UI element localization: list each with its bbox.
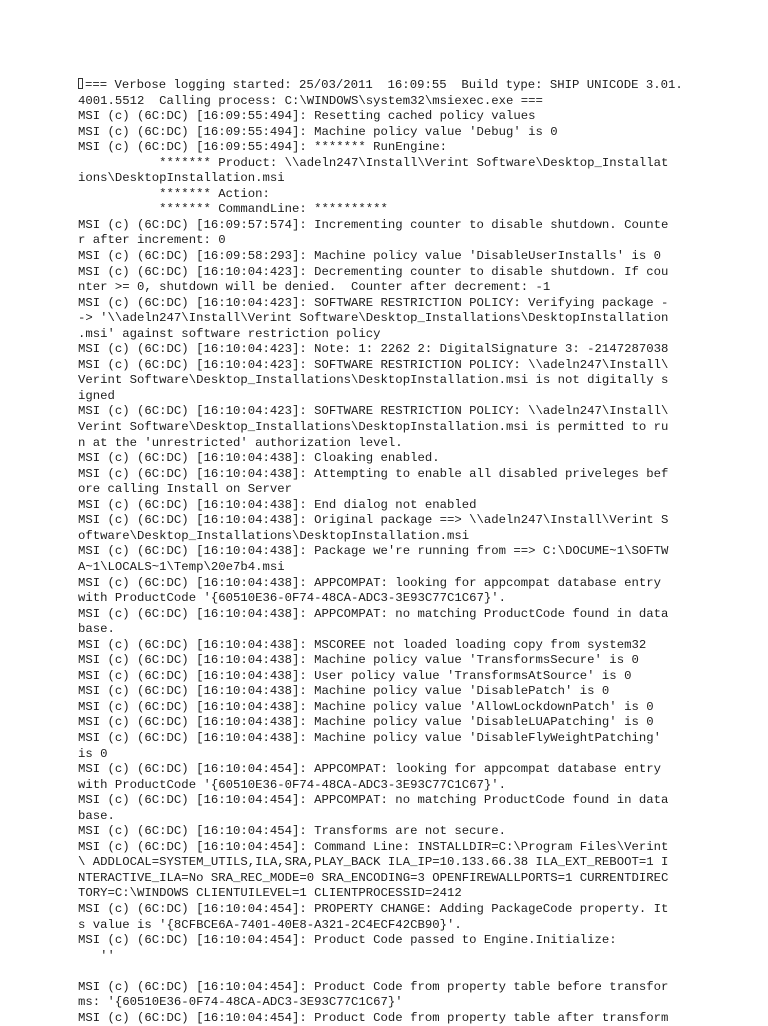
log-line: base. [78,808,115,823]
log-line: TORY=C:\WINDOWS CLIENTUILEVEL=1 CLIENTPROCESSID=2412 [78,886,462,901]
log-line: ions\DesktopInstallation.msi [78,171,285,186]
log-line: MSI (c) (6C:DC) [16:10:04:423]: SOFTWARE RESTRICTION POLICY: \\adeln247\Install\ [78,404,669,419]
unknown-char-icon [78,78,83,89]
log-line: MSI (c) (6C:DC) [16:10:04:454]: PROPERTY CHANGE: Adding PackageCode property. It [78,901,669,916]
log-line: '' [78,948,115,963]
log-line: igned [78,388,115,403]
log-line: MSI (c) (6C:DC) [16:10:04:454]: Product Code passed to Engine.Initialize: [78,933,617,948]
log-line: s value is '{8CFBCE6A-7401-40E8-A321-2C4ECF42CB90}'. [78,917,462,932]
log-line: Verint Software\Desktop_Installations\DesktopInstallation.msi is not digitally s [78,373,669,388]
log-line: base. [78,622,115,637]
log-line: nter >= 0, shutdown will be denied. Counter after decrement: -1 [78,280,551,295]
log-line: ms: '{60510E36-0F74-48CA-ADC3-3E93C77C1C67}' [78,995,403,1010]
log-line: MSI (c) (6C:DC) [16:09:55:494]: Resetting cached policy values [78,109,536,124]
log-line: MSI (c) (6C:DC) [16:10:04:438]: Machine policy value 'AllowLockdownPatch' is 0 [78,699,654,714]
log-line: MSI (c) (6C:DC) [16:10:04:438]: Package we're running from ==> C:\DOCUME~1\SOFTW [78,544,669,559]
log-line: ******* Product: \\adeln247\Install\Verint Software\Desktop_Installat [78,155,669,170]
log-line: MSI (c) (6C:DC) [16:10:04:423]: Note: 1: 2262 2: DigitalSignature 3: -2147287038 [78,342,669,357]
log-line: MSI (c) (6C:DC) [16:10:04:454]: Product Code from property table before transfor [78,979,669,994]
log-line: MSI (c) (6C:DC) [16:10:04:438]: Machine policy value 'TransformsSecure' is 0 [78,653,639,668]
log-line: MSI (c) (6C:DC) [16:10:04:438]: APPCOMPAT: looking for appcompat database entry [78,575,661,590]
log-line: MSI (c) (6C:DC) [16:10:04:423]: SOFTWARE RESTRICTION POLICY: Verifying package - [78,295,669,310]
log-line: MSI (c) (6C:DC) [16:10:04:423]: Decrementing counter to disable shutdown. If cou [78,264,669,279]
log-line: NTERACTIVE_ILA=No SRA_REC_MODE=0 SRA_ENCODING=3 OPENFIREWALLPORTS=1 CURRENTDIREC [78,870,669,885]
log-line: with ProductCode '{60510E36-0F74-48CA-ADC3-3E93C77C1C67}'. [78,591,507,606]
log-line: n at the 'unrestricted' authorization level. [78,435,403,450]
log-line: is 0 [78,746,108,761]
log-line: .msi' against software restriction policy [78,326,381,341]
log-line: \ ADDLOCAL=SYSTEM_UTILS,ILA,SRA,PLAY_BACK ILA_IP=10.133.66.38 ILA_EXT_REBOOT=1 I [78,855,669,870]
log-line: MSI (c) (6C:DC) [16:10:04:438]: Machine policy value 'DisableLUAPatching' is 0 [78,715,654,730]
log-line: MSI (c) (6C:DC) [16:10:04:438]: Cloaking enabled. [78,451,440,466]
log-line: MSI (c) (6C:DC) [16:09:55:494]: ******* RunEngine: [78,140,447,155]
log-line: MSI (c) (6C:DC) [16:10:04:454]: APPCOMPAT: no matching ProductCode found in data [78,793,669,808]
log-line: MSI (c) (6C:DC) [16:10:04:438]: Machine policy value 'DisableFlyWeightPatching' [78,730,661,745]
log-line: ore calling Install on Server [78,482,293,497]
log-line: MSI (c) (6C:DC) [16:10:04:438]: MSCOREE not loaded loading copy from system32 [78,637,647,652]
log-line: MSI (c) (6C:DC) [16:10:04:454]: APPCOMPAT: looking for appcompat database entry [78,762,661,777]
log-line: MSI (c) (6C:DC) [16:10:04:454]: Command Line: INSTALLDIR=C:\Program Files\Verint [78,839,669,854]
log-line: ******* Action: [78,186,270,201]
log-line: MSI (c) (6C:DC) [16:10:04:423]: SOFTWARE RESTRICTION POLICY: \\adeln247\Install\ [78,357,669,372]
log-line: ******* CommandLine: ********** [78,202,388,217]
log-line: MSI (c) (6C:DC) [16:09:58:293]: Machine policy value 'DisableUserInstalls' is 0 [78,249,661,264]
log-line: with ProductCode '{60510E36-0F74-48CA-ADC3-3E93C77C1C67}'. [78,777,507,792]
log-line: MSI (c) (6C:DC) [16:10:04:438]: End dialog not enabled [78,497,477,512]
log-line: === Verbose logging started: 25/03/2011 16:09:55 Build type: SHIP UNICODE 3.01. [78,78,698,94]
log-line: MSI (c) (6C:DC) [16:10:04:454]: Product Code from property table after transform [78,1010,669,1025]
log-line: MSI (c) (6C:DC) [16:10:04:438]: User policy value 'TransformsAtSource' is 0 [78,668,632,683]
log-line: MSI (c) (6C:DC) [16:09:57:574]: Incrementing counter to disable shutdown. Counte [78,217,669,232]
log-line: 4001.5512 Calling process: C:\WINDOWS\system32\msiexec.exe === [78,93,543,108]
log-line: Verint Software\Desktop_Installations\DesktopInstallation.msi is permitted to ru [78,420,669,435]
log-line: MSI (c) (6C:DC) [16:10:04:454]: Transforms are not secure. [78,824,507,839]
log-line: r after increment: 0 [78,233,226,248]
log-line: -> '\\adeln247\Install\Verint Software\Desktop_Installations\DesktopInstallation [78,311,669,326]
log-document [78,78,698,1026]
log-line: A~1\LOCALS~1\Temp\20e7b4.msi [78,559,285,574]
log-line: MSI (c) (6C:DC) [16:10:04:438]: Attempting to enable all disabled priveleges bef [78,466,669,481]
log-line [78,964,698,980]
log-line: MSI (c) (6C:DC) [16:10:04:438]: Machine policy value 'DisablePatch' is 0 [78,684,610,699]
log-line: MSI (c) (6C:DC) [16:10:04:438]: APPCOMPAT: no matching ProductCode found in data [78,606,669,621]
log-line: MSI (c) (6C:DC) [16:09:55:494]: Machine policy value 'Debug' is 0 [78,124,558,139]
log-line: MSI (c) (6C:DC) [16:10:04:438]: Original package ==> \\adeln247\Install\Verint S [78,513,669,528]
log-line: oftware\Desktop_Installations\DesktopInstallation.msi [78,528,470,543]
